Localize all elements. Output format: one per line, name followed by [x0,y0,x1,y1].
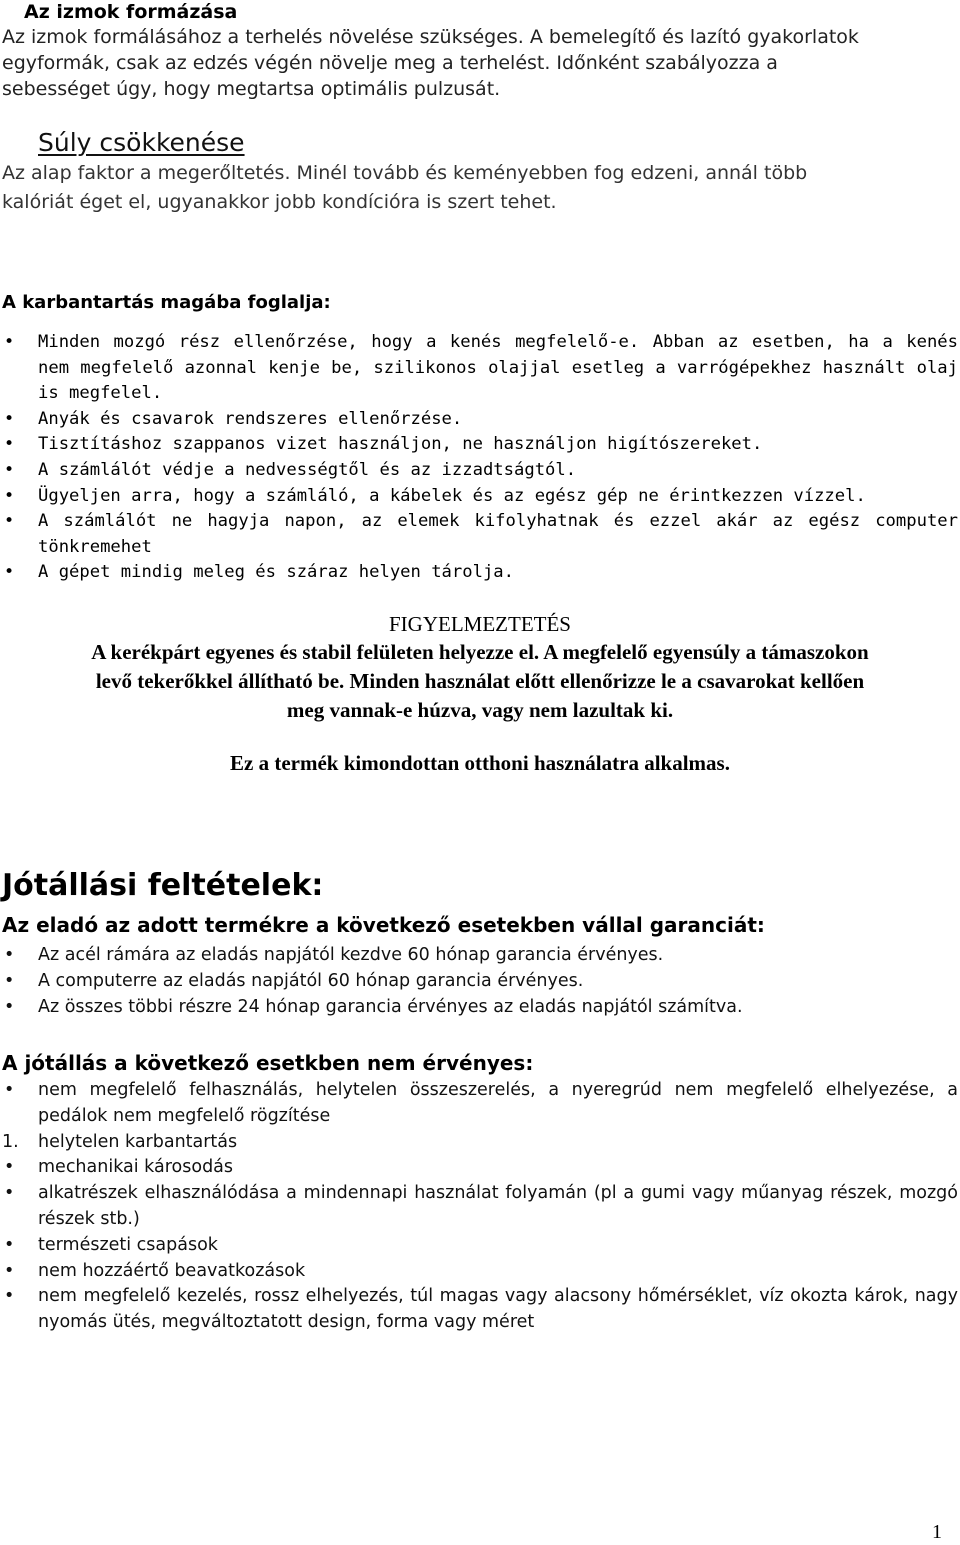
paragraph-line: Az alap faktor a megerőltetés. Minél tovább és keményebben fog edzeni, annál több [2,162,808,184]
heading-suly: Súly csökkenése [38,128,245,157]
warning-line: levő tekerőkkel állítható be. Minden használat előtt ellenőrizze le a csavarokat kellően [95,669,865,693]
list-item: • A gépet mindig meleg és száraz helyen tárolja. [0,560,960,586]
paragraph-line: Az izmok formálásához a terhelés növelése szükséges. A bemelegítő és lazító gyakorlatok [2,26,859,48]
heading-maintenance: A karbantartás magába foglalja: [2,292,331,313]
warranty-subtitle: Az eladó az adott termékre a következő esetekben vállal garanciát: [2,913,765,937]
list-item: • A computerre az eladás napjától 60 hónap garancia érvényes. [0,968,960,994]
warning-line: meg vannak-e húzva, vagy nem lazultak ki. [286,698,674,722]
warning-line: A kerékpárt egyenes és stabil felületen helyezze el. A megfelelő egyensúly a támaszokon [91,640,869,664]
section-maintenance [0,290,960,316]
list-item: 1. helytelen karbantartás [0,1130,960,1156]
page-number: 1 [932,1521,942,1543]
warranty-title: Jótállási feltételek: [2,868,324,903]
list-item: • A számlálót ne hagyja napon, az elemek kifolyhatnak és ezzel akár az egész computer tönkremehet [0,509,960,560]
maintenance-list [0,330,960,586]
section-warranty [0,866,960,1020]
list-item: • természeti csapások [0,1233,960,1259]
heading-izmok: Az izmok formázása [24,1,238,23]
paragraph-line: sebességet úgy, hogy megtartsa optimális pulzusát. [2,78,501,100]
warranty-list [0,942,960,1020]
list-item: • nem hozzáértő beavatkozások [0,1259,960,1285]
list-item: • alkatrészek elhasználódása a mindennapi használat folyamán (pl a gumi vagy műanyag részek, mozgó részek stb.) [0,1181,960,1233]
list-item: • Az összes többi részre 24 hónap garancia érvényes az eladás napjától számítva. [0,994,960,1020]
list-item: • nem megfelelő felhasználás, helytelen összeszerelés, a nyeregrúd nem megfelelő elhelyezése, a pedálok nem megfelelő rögzítése [0,1078,960,1130]
list-item: • Az acél rámára az eladás napjától kezdve 60 hónap garancia érvényes. [0,942,960,968]
section-suly [0,128,960,216]
list-item: • Minden mozgó rész ellenőrzése, hogy a kenés megfelelő-e. Abban az esetben, ha a kenés nem megfelelő azonnal kenje be, szilikonos olajjal esetleg a varrógépekhez használt olaj is megfelel. [0,330,960,407]
home-use-note: Ez a termék kimondottan otthoni használatra alkalmas. [230,751,730,775]
not-valid-list [0,1078,960,1336]
paragraph-line: kalóriát éget el, ugyanakkor jobb kondícióra is szert tehet. [2,191,557,213]
warning-title: FIGYELMEZTETÉS [389,612,571,636]
section-not-valid [0,1048,960,1336]
paragraph-line: egyformák, csak az edzés végén növelje meg a terhelést. Időnként szabályozza a [2,52,778,74]
list-item: • Ügyeljen arra, hogy a számláló, a kábelek és az egész gép ne érintkezzen vízzel. [0,484,960,510]
list-item: • A számlálót védje a nedvességtől és az izzadtságtól. [0,458,960,484]
list-item: • mechanikai károsodás [0,1155,960,1181]
list-item: • Anyák és csavarok rendszeres ellenőrzése. [0,407,960,433]
section-izmok [0,0,960,102]
warning-block [0,610,960,778]
list-item: • Tisztításhoz szappanos vizet használjon, ne használjon higítószereket. [0,432,960,458]
list-item: • nem megfelelő kezelés, rossz elhelyezés, túl magas vagy alacsony hőmérséklet, víz okozta károk, nagy nyomás ütés, megváltoztatott design, forma vagy méret [0,1284,960,1336]
not-valid-title: A jótállás a következő esetkben nem érvényes: [2,1051,534,1075]
